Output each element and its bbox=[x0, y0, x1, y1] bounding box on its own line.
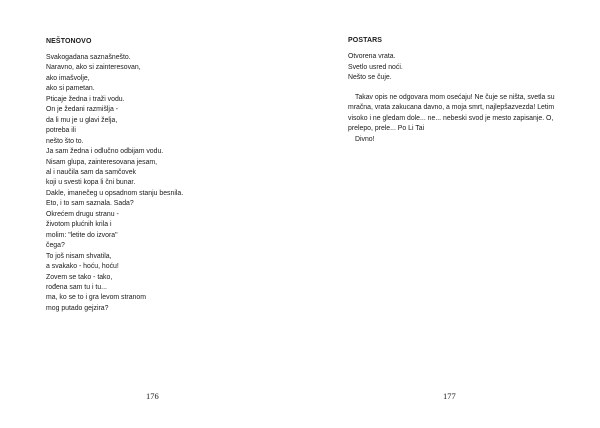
prose-line: prelepo, prele... Po Li Tai bbox=[348, 125, 425, 132]
poem-line: molim: "letite do izvora" bbox=[46, 231, 118, 239]
poem-line: al i naučila sam da samčovek bbox=[46, 168, 137, 176]
prose-line: visoko i ne gledam dole... ne... nebeski svod je mesto zapisanje. O, bbox=[348, 114, 554, 122]
poem-body bbox=[348, 52, 555, 145]
poem-line: a svakako - hoću, hoću! bbox=[46, 263, 119, 271]
poem-line: Otvorena vrata. bbox=[348, 53, 396, 60]
prose-line: mračna, vrata zakucana davno, a moja smrt, najlepšazvezda! Letim bbox=[348, 104, 555, 111]
page-number: 177 bbox=[443, 391, 456, 401]
poem-line: da li mu je u glavi želja, bbox=[46, 116, 118, 124]
prose-line: Divno! bbox=[355, 135, 375, 143]
poem-line: mog putado gejzira? bbox=[46, 304, 109, 312]
poem-line: Svakogadana saznašnešto. bbox=[46, 54, 131, 61]
poem-line: ako imašvolje, bbox=[46, 74, 90, 82]
poem-line: On je žedani razmišlja - bbox=[46, 106, 118, 114]
poem-body bbox=[46, 53, 183, 314]
right-page bbox=[300, 0, 600, 428]
poem-line: To još nisam shvatila, bbox=[46, 252, 112, 260]
poem-line: rođena sam tu i tu... bbox=[46, 283, 107, 291]
poem-line: čega? bbox=[46, 242, 65, 250]
prose-line: Takav opis ne odgovara mom osećaju! Ne čuje se ništa, svetla su bbox=[355, 93, 555, 101]
poem-line: Nešto se čuje. bbox=[348, 74, 392, 81]
poem-line: Zovem se tako - tako, bbox=[46, 273, 113, 281]
poem-line: Svetlo usred noći. bbox=[348, 63, 403, 71]
poem-line: Eto, i to sam saznala. Sada? bbox=[46, 200, 134, 208]
poem-line: životom plućnih krila i bbox=[46, 221, 112, 229]
page-number: 176 bbox=[146, 391, 159, 401]
poem-line: Nisam glupa, zainteresovana jesam, bbox=[46, 158, 158, 166]
poem-line: koji u svesti kopa li čni bunar. bbox=[46, 179, 136, 187]
poem-line: Dakle, imanečeg u opsadnom stanju besnila. bbox=[46, 189, 184, 197]
poem-line: ako si pametan. bbox=[46, 85, 95, 93]
poem-line: Ja sam žedna i odlučno odbijam vodu. bbox=[46, 148, 164, 156]
poem-title: POSTARS bbox=[348, 37, 383, 44]
poem-line: potreba ili bbox=[46, 127, 76, 135]
poem-line: ma, ko se to i gra levom stranom bbox=[46, 294, 146, 302]
poem-line: Okrećem drugu stranu - bbox=[46, 210, 119, 218]
poem-line: Naravno, ako si zainteresovan, bbox=[46, 64, 141, 72]
poem-title: NEŠTONOVO bbox=[46, 38, 92, 45]
poem-line: nešto što to. bbox=[46, 137, 84, 145]
poem-line: Pticaje žedna i traži vodu. bbox=[46, 95, 125, 103]
